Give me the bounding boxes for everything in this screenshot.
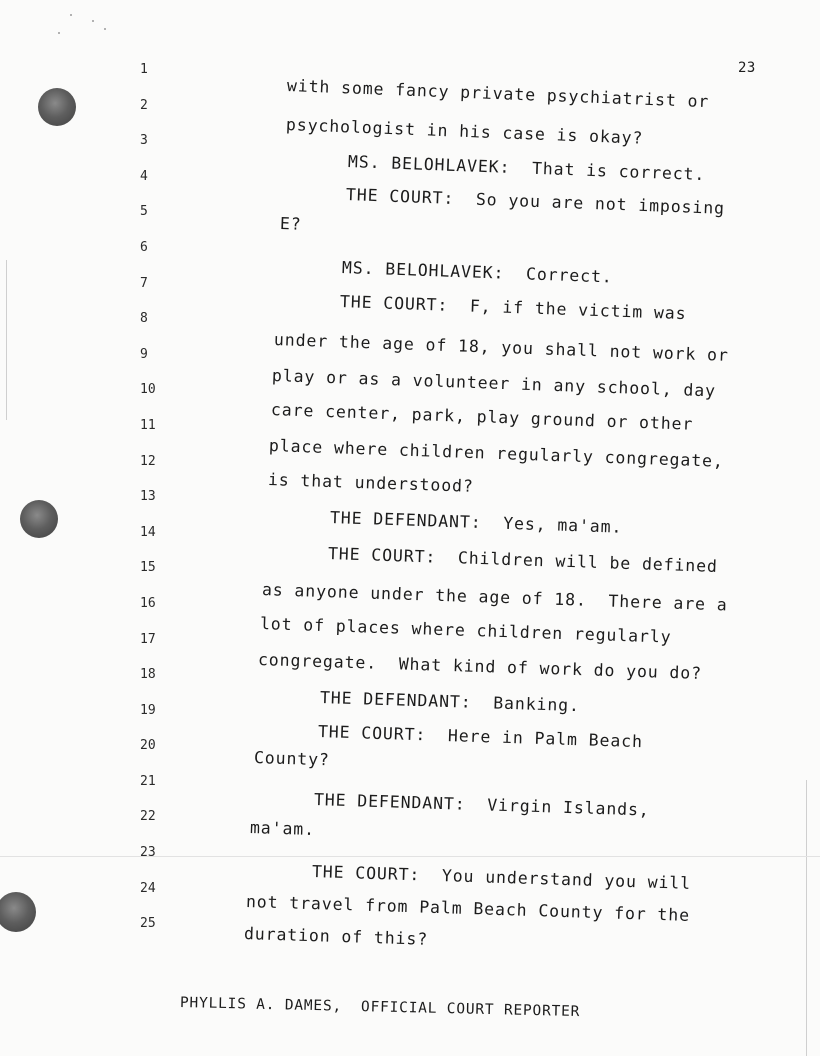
- line-number: 16: [140, 595, 156, 611]
- line-number: 13: [140, 489, 156, 505]
- line-number: 3: [140, 133, 148, 149]
- transcript-line: psychologist in his case is okay?: [285, 115, 644, 148]
- speaker-line: THE COURT: Here in Palm Beach: [317, 722, 644, 752]
- speaker-line: THE DEFENDANT: Banking.: [319, 688, 581, 716]
- line-number: 21: [140, 773, 156, 789]
- line-number: 8: [140, 311, 148, 327]
- transcript-line: congregate. What kind of work do you do?: [257, 650, 703, 683]
- line-number: 4: [140, 168, 148, 184]
- transcript-line: not travel from Palm Beach County for the: [245, 892, 691, 925]
- line-number: 14: [140, 524, 156, 540]
- transcript-line: duration of this?: [243, 924, 429, 949]
- line-number: 18: [140, 667, 156, 683]
- transcript-line: ma'am.: [249, 818, 316, 840]
- line-number: 9: [140, 346, 148, 362]
- speaker-line: THE COURT: F, if the victim was: [339, 292, 687, 324]
- line-number: 1: [140, 62, 148, 77]
- line-number: 2: [140, 97, 148, 113]
- line-number: 22: [140, 809, 156, 825]
- line-number: 6: [140, 239, 148, 255]
- transcript-line: E?: [279, 214, 302, 234]
- transcript-line: County?: [253, 748, 331, 770]
- speaker-line: THE COURT: Children will be defined: [327, 544, 719, 576]
- line-number: 20: [140, 738, 156, 754]
- speaker-line: MS. BELOHLAVEK: That is correct.: [347, 152, 706, 185]
- line-number: 7: [140, 275, 148, 291]
- transcript-line: with some fancy private psychiatrist or: [286, 76, 710, 112]
- line-number: 12: [140, 453, 156, 469]
- speaker-line: THE COURT: So you are not imposing: [345, 185, 726, 218]
- transcript-line: care center, park, play ground or other: [270, 400, 694, 434]
- transcript-line: place where children regularly congregate,: [268, 436, 725, 471]
- line-number: 5: [140, 204, 148, 220]
- transcript-line: under the age of 18, you shall not work or: [273, 330, 730, 365]
- speaker-line: THE DEFENDANT: Virgin Islands,: [313, 790, 650, 820]
- line-number: 23: [140, 845, 156, 861]
- line-number: 11: [140, 417, 156, 433]
- line-number: 17: [140, 631, 156, 647]
- transcript-line: lot of places where children regularly: [259, 614, 672, 647]
- transcript-line: is that understood?: [267, 470, 475, 496]
- speaker-line: THE COURT: You understand you will: [311, 862, 692, 893]
- line-number: 15: [140, 560, 156, 576]
- transcript-line: as anyone under the age of 18. There are a: [261, 580, 728, 615]
- line-number: 19: [140, 702, 156, 718]
- line-number: 24: [140, 880, 156, 896]
- speaker-line: THE DEFENDANT: Yes, ma'am.: [329, 508, 623, 537]
- transcript-line: play or as a volunteer in any school, day: [271, 366, 717, 401]
- line-number: 10: [140, 382, 156, 398]
- court-reporter-footer: PHYLLIS A. DAMES, OFFICIAL COURT REPORTER: [179, 995, 581, 1021]
- page-number: 23: [738, 60, 756, 76]
- line-number: 25: [140, 916, 156, 932]
- speaker-line: MS. BELOHLAVEK: Correct.: [341, 258, 614, 287]
